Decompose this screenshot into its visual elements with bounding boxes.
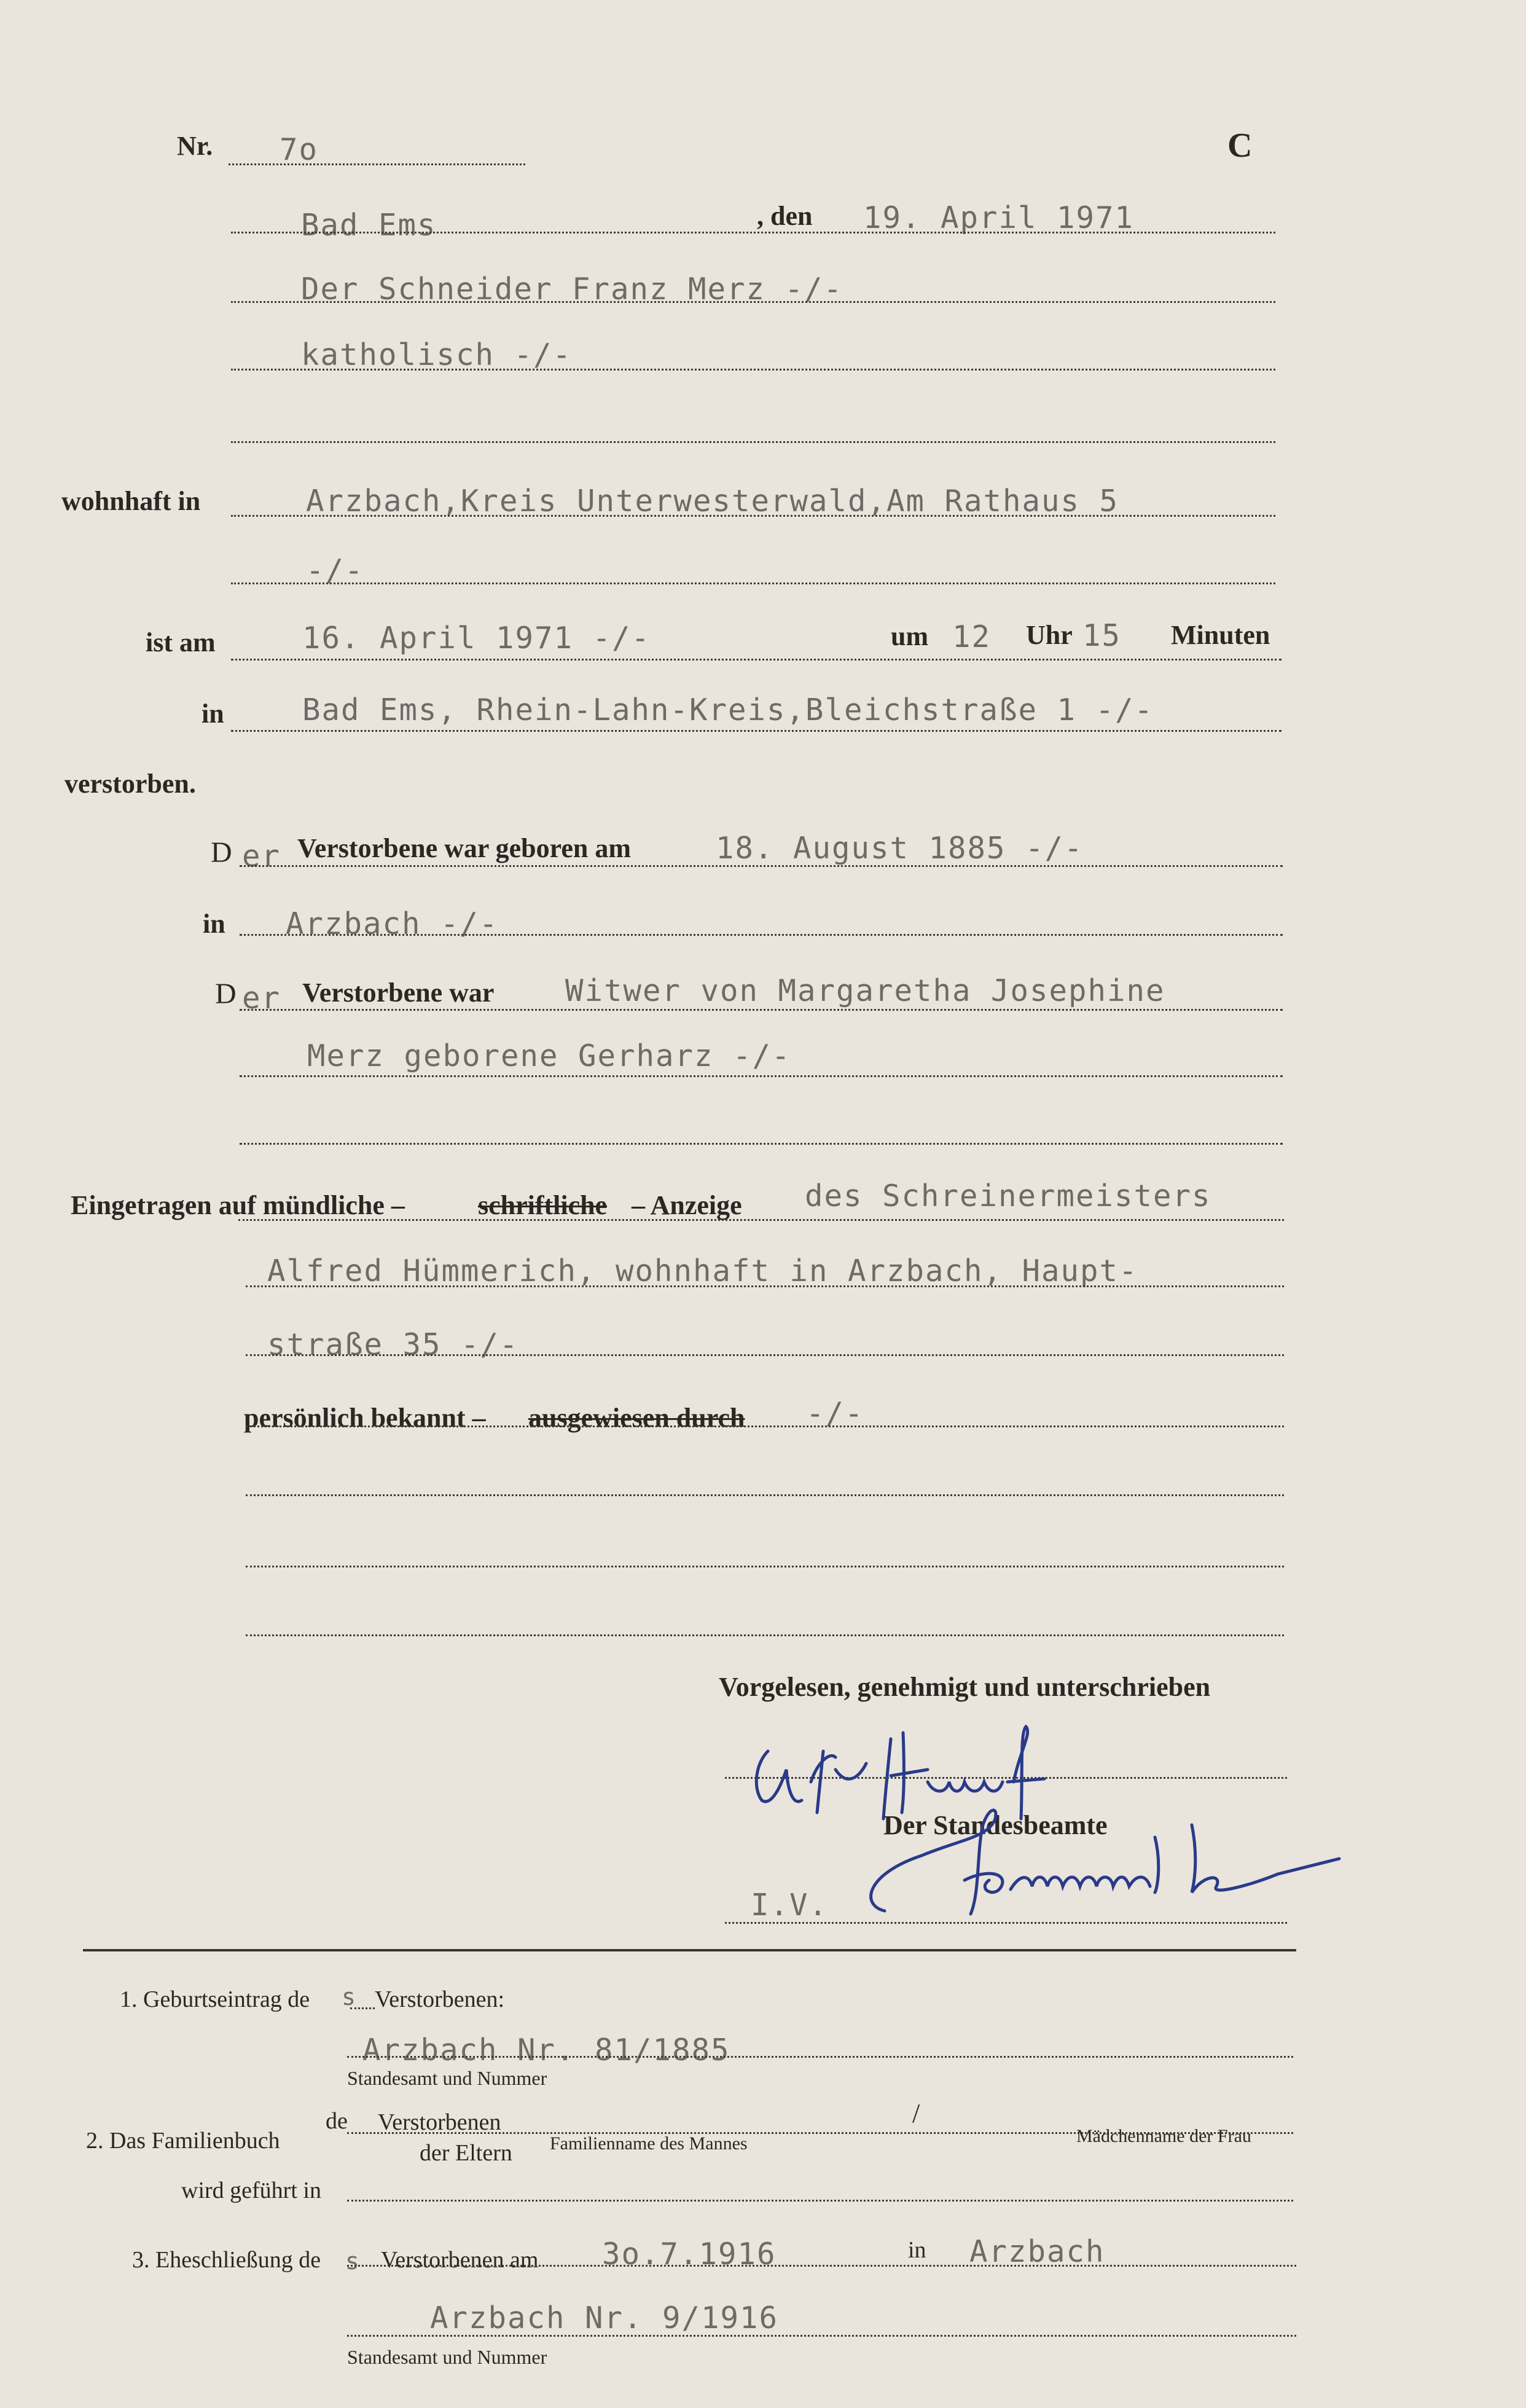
standesbeamte-label: Der Standesbeamte: [883, 1810, 1108, 1840]
eheschliessung-label: 3. Eheschließung de: [132, 2247, 321, 2273]
informant-line-2-rule: [246, 1285, 1284, 1287]
verstorben-label: verstorben.: [65, 769, 196, 799]
birth-date-line: [240, 865, 1283, 867]
familienname-mannes-caption: Familienname des Mannes: [550, 2133, 748, 2154]
wird-gefuehrt-label: wird geführt in: [181, 2178, 321, 2203]
anzeige-label: – Anzeige: [632, 1190, 742, 1220]
blank-line-3: [246, 1566, 1284, 1567]
status-prefix: D: [215, 978, 237, 1010]
death-place-line: [231, 730, 1281, 732]
residence-line-2: -/-: [306, 553, 364, 588]
born-label: Verstorbene war geboren am: [297, 833, 631, 863]
standesamt-nummer-caption-1: Standesamt und Nummer: [347, 2067, 547, 2089]
familienbuch-verstorbenen: Verstorbenen: [378, 2109, 501, 2135]
deceased-person: Der Schneider Franz Merz -/-: [301, 272, 843, 307]
residence-line-1-rule: [231, 515, 1275, 517]
residence-line-2-rule: [231, 582, 1275, 584]
death-minute: 15: [1082, 618, 1122, 653]
death-place: Bad Ems, Rhein-Lahn-Kreis,Bleichstraße 1 -/-: [302, 692, 1154, 727]
status-gender: er: [242, 981, 281, 1016]
form-letter: C: [1227, 127, 1253, 165]
informant-line-1: des Schreinermeisters: [805, 1179, 1211, 1214]
maedchenname-frau-caption: Mädchenname der Frau: [1076, 2126, 1251, 2146]
blank-line-1: [231, 441, 1275, 443]
wohnhaft-label: wohnhaft in: [61, 486, 201, 516]
informant-line-3: straße 35 -/-: [267, 1327, 519, 1362]
in-label: in: [202, 699, 224, 729]
birth-date: 18. August 1885 -/-: [716, 831, 1084, 866]
nr-value: 7o: [280, 132, 319, 167]
minuten-label: Minuten: [1171, 620, 1270, 650]
status-line-2-rule: [240, 1075, 1283, 1077]
religion-line: [231, 369, 1275, 371]
eheschliessung-in: in: [908, 2237, 926, 2263]
familienbuch-de: de: [326, 2108, 348, 2134]
geburtseintrag-s: s: [342, 1983, 357, 2010]
marriage-place: Arzbach: [969, 2234, 1105, 2269]
bekannt-line: [246, 1426, 1284, 1427]
born-prefix: D: [211, 836, 232, 869]
uhr-label: Uhr: [1026, 620, 1073, 650]
geburtseintrag-de-dots: [350, 2007, 375, 2009]
eingetragen-label: Eingetragen auf mündliche –: [71, 1190, 405, 1220]
registrar-signature-line: [725, 1922, 1287, 1924]
marriage-register-line: [347, 2335, 1296, 2337]
informant-line-2: Alfred Hümmerich, wohnhaft in Arzbach, Haupt-: [267, 1253, 1138, 1288]
bekannt-label: persönlich bekannt –: [244, 1403, 486, 1433]
ausgewiesen-struck: ausgewiesen durch: [528, 1403, 745, 1433]
marriage-date: 3o.7.1916: [602, 2237, 777, 2272]
place-date-line: [231, 232, 1275, 233]
birth-place: Arzbach -/-: [286, 906, 499, 941]
eheschliessung-s: s: [345, 2248, 361, 2275]
schriftliche-struck: schriftliche: [478, 1190, 608, 1220]
status-label: Verstorbene war: [302, 978, 495, 1008]
blank-line-2: [246, 1494, 1284, 1496]
registrar-signature: [848, 1782, 1358, 1929]
status-blank-line: [240, 1143, 1283, 1145]
wird-gefuehrt-line: [347, 2200, 1293, 2202]
geburtseintrag-line: [347, 2056, 1293, 2058]
footer-divider: [83, 1949, 1296, 1951]
entry-place: Bad Ems: [301, 208, 437, 243]
status-line-2: Merz geborene Gerharz -/-: [307, 1038, 791, 1073]
blank-line-4: [246, 1634, 1284, 1636]
religion: katholisch -/-: [301, 337, 573, 372]
entry-date: 19. April 1971: [863, 200, 1135, 235]
residence-line-1: Arzbach,Kreis Unterwesterwald,Am Rathaus 5: [306, 484, 1119, 519]
familienbuch-slash: /: [912, 2098, 920, 2128]
der-eltern: der Eltern: [420, 2140, 512, 2166]
ist-am-label: ist am: [146, 627, 216, 657]
vorgelesen-text: Vorgelesen, genehmigt und unterschrieben: [719, 1672, 1211, 1702]
person-line: [231, 301, 1275, 303]
nr-label: Nr.: [177, 131, 213, 161]
birth-place-line: [240, 934, 1283, 936]
familienbuch-label: 2. Das Familienbuch: [86, 2128, 280, 2154]
informant-line-3-rule: [246, 1354, 1284, 1356]
marriage-register-value: Arzbach Nr. 9/1916: [430, 2300, 779, 2335]
birth-in-label: in: [203, 909, 225, 939]
geburtseintrag-label-b: Verstorbenen:: [375, 1986, 505, 2012]
bekannt-value: -/-: [806, 1396, 864, 1431]
geburtseintrag-label-a: 1. Geburtseintrag de: [120, 1986, 310, 2012]
born-gender: er: [242, 839, 281, 874]
eheschliessung-line: [347, 2265, 1296, 2267]
eheschliessung-verstorbenen-am: Verstorbenen am: [381, 2247, 539, 2273]
den-label: , den: [757, 201, 813, 231]
nr-line: [229, 163, 525, 165]
standesamt-nummer-caption-2: Standesamt und Nummer: [347, 2346, 547, 2368]
um-label: um: [891, 621, 929, 651]
death-date: 16. April 1971 -/-: [302, 621, 651, 656]
informant-line-1-rule: [238, 1219, 1284, 1221]
status-line-1: Witwer von Margaretha Josephine: [565, 973, 1165, 1008]
death-time-line: [231, 659, 1281, 661]
iv-label: I.V.: [751, 1888, 829, 1923]
status-line-1-rule: [240, 1009, 1283, 1011]
geburtseintrag-value: Arzbach Nr. 81/1885: [362, 2033, 730, 2068]
death-hour: 12: [952, 619, 992, 654]
